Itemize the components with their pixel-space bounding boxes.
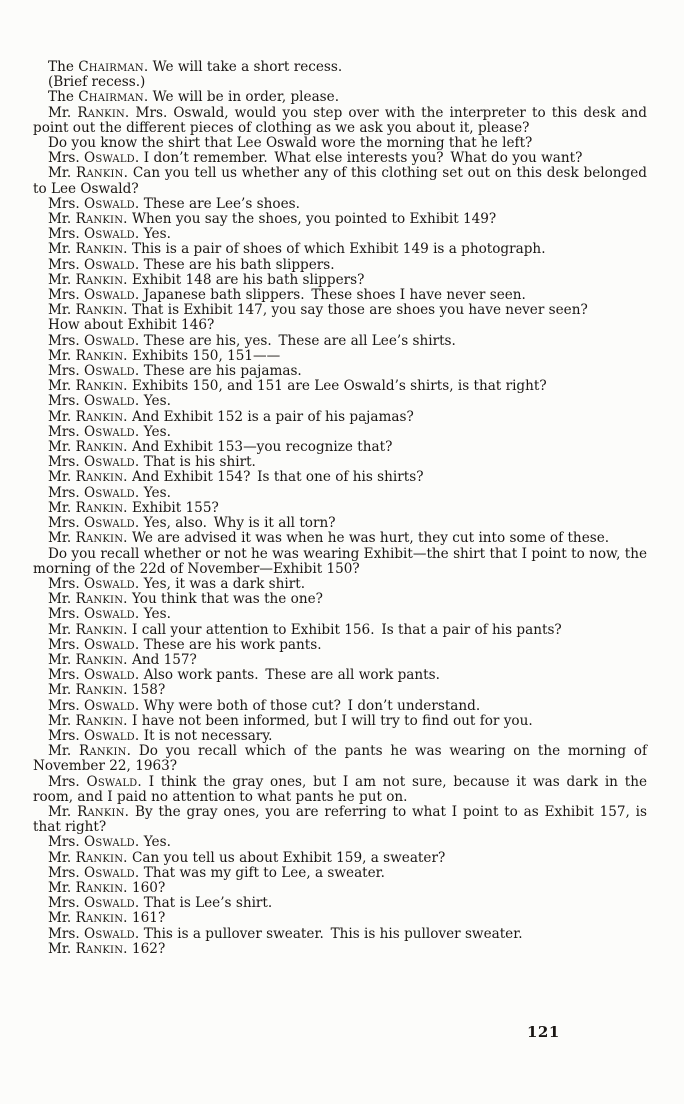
text-run: (Brief recess.) [48,74,146,91]
speaker-name: Oswald. [84,332,140,349]
text-run: Mrs. [48,256,85,273]
text-run: Mrs. [48,697,85,714]
transcript-paragraph [33,744,647,774]
text-run: Mr. [48,743,79,760]
transcript-paragraph [33,288,647,303]
text-run: Mr. [48,241,76,258]
speaker-name: Rankin. [75,712,128,729]
text-run: Mrs. [48,667,85,684]
text-run: Mr. [48,651,76,668]
transcript-paragraph [33,942,647,957]
text-run: And 157? [127,651,197,668]
speaker-name: Rankin. [75,211,128,228]
text-run: Can you tell us whether any of this clothing set out on this desk belonged to Lee Oswald? [33,165,647,197]
speaker-name: Rankin. [75,591,128,608]
speaker-name: Oswald. [84,287,140,304]
speaker-name: Oswald. [84,925,140,942]
speaker-name: Oswald. [84,697,140,714]
transcript-paragraph [33,577,647,592]
speaker-name: Rankin. [75,879,128,896]
text-run: Mr. [48,302,76,319]
speaker-name: Oswald. [84,423,140,440]
transcript-paragraph [33,318,647,333]
text-run: That is Lee’s shirt. [139,895,273,912]
transcript-paragraph [33,714,647,729]
transcript-paragraph [33,258,647,273]
speaker-name: Oswald. [84,150,140,167]
speaker-name: Rankin. [75,347,128,364]
text-run: Mr. [48,378,76,395]
text-run: Mrs. [48,864,85,881]
text-run: Also work pants. These are all work pants. [139,667,440,684]
speaker-name: Rankin. [75,241,128,258]
transcript-paragraph [33,653,647,668]
speaker-name: Rankin. [79,743,132,760]
text-run: Exhibit 155? [127,499,219,516]
text-run: Mr. [48,940,76,957]
transcript-paragraph [33,227,647,242]
text-run: Mr. [48,408,76,425]
transcript-paragraph [33,638,647,653]
transcript-paragraph [33,668,647,683]
text-run: You think that was the one? [127,591,323,608]
transcript-paragraph [33,440,647,455]
transcript-paragraph [33,151,647,166]
transcript-paragraph [33,212,647,227]
speaker-name: Oswald. [84,667,140,684]
transcript-paragraph [33,592,647,607]
text-run: How about Exhibit 146? [48,317,215,334]
text-run: Mr. [48,712,76,729]
speaker-name: Rankin. [75,621,128,638]
text-run: Yes, it was a dark shirt. [139,575,306,592]
text-run: Mr. [48,271,76,288]
text-run: 161? [127,910,166,927]
text-run: These are Lee’s shoes. [139,195,300,212]
transcript-paragraph [33,516,647,531]
speaker-name: Oswald. [84,727,140,744]
text-run: 162? [127,940,166,957]
speaker-name: Rankin. [75,439,128,456]
speaker-name: Rankin. [77,104,130,121]
text-run: When you say the shoes, you pointed to Exhibit 149? [127,211,497,228]
text-run: Mrs. [48,226,85,243]
text-run: We will take a short recess. [148,59,343,75]
speaker-name: Rankin. [75,408,128,425]
speaker-name: Rankin. [77,803,130,820]
text-run: Yes. [139,226,171,243]
text-run: Mrs. Oswald, would you step over with the interpreter to this desk and point out the different pieces of clothing as we ask you about it, please? [33,104,647,136]
text-run: Mrs. [48,454,85,471]
page-number: 121 [527,1023,560,1041]
text-run: This is a pair of shoes of which Exhibit 149 is a photograph. [127,241,546,258]
text-run: Mr. [48,347,76,364]
transcript-paragraph [33,881,647,896]
text-run: Japanese bath slippers. These shoes I have never seen. [139,287,526,304]
transcript-paragraph [33,425,647,440]
text-run: Mr. [48,530,76,547]
speaker-name: Chairman. [78,89,149,106]
text-run: Mr. [48,104,78,121]
speaker-name: Oswald. [84,575,140,592]
transcript-paragraph [33,851,647,866]
text-run: It is not necessary. [139,727,273,744]
text-run: This is a pullover sweater. This is his pullover sweater. [139,925,523,942]
speaker-name: Rankin. [75,940,128,957]
speaker-name: Rankin. [75,499,128,516]
speaker-name: Oswald. [84,864,140,881]
transcript-body [33,60,647,957]
text-run: Why were both of those cut? I don’t understand. [139,697,481,714]
text-run: These are his, yes. These are all Lee’s shirts. [139,332,456,349]
text-run: Mrs. [48,773,87,790]
text-run: Mrs. [48,895,85,912]
text-run: Mrs. [48,834,85,851]
transcript-paragraph [33,470,647,485]
transcript-paragraph [33,927,647,942]
speaker-name: Oswald. [84,363,140,380]
transcript-paragraph [33,106,647,136]
text-run: I think the gray ones, but I am not sure, because it was dark in the room, and I paid no attention to what pants he put on. [33,773,647,805]
speaker-name: Oswald. [84,226,140,243]
text-run: Yes. [139,423,171,440]
speaker-name: Rankin. [75,682,128,699]
text-run: Mrs. [48,363,85,380]
text-run: And Exhibit 152 is a pair of his pajamas? [127,408,414,425]
text-run: The [48,59,79,75]
speaker-name: Oswald. [84,834,140,851]
transcript-paragraph [33,303,647,318]
text-run: Mrs. [48,484,85,501]
text-run: Mr. [48,682,76,699]
speaker-name: Rankin. [75,271,128,288]
text-run: Mr. [48,879,76,896]
speaker-name: Oswald. [84,895,140,912]
transcript-paragraph [33,911,647,926]
text-run: Mrs. [48,423,85,440]
transcript-paragraph [33,699,647,714]
transcript-paragraph [33,166,647,196]
transcript-paragraph [33,364,647,379]
text-run: Mr. [48,849,76,866]
speaker-name: Rankin. [75,469,128,486]
speaker-name: Oswald. [84,606,140,623]
text-run: These are his pajamas. [139,363,302,380]
text-run: Do you know the shirt that Lee Oswald wore the morning that he left? [48,135,533,152]
text-run: Yes. [139,834,171,851]
text-run: Mr. [48,469,76,486]
text-run: We are advised it was when he was hurt, they cut into some of these. [127,530,610,547]
transcript-paragraph [33,242,647,257]
text-run: And Exhibit 154? Is that one of his shirts? [127,469,424,486]
speaker-name: Rankin. [76,165,129,182]
text-run: Mrs. [48,287,85,304]
speaker-name: Rankin. [75,910,128,927]
transcript-paragraph [33,775,647,805]
speaker-name: Oswald. [84,195,140,212]
transcript-paragraph [33,90,647,105]
transcript-paragraph [33,273,647,288]
text-run: Yes. [139,606,171,623]
speaker-name: Oswald. [84,393,140,410]
speaker-name: Rankin. [75,378,128,395]
transcript-paragraph [33,136,647,151]
text-run: Mrs. [48,606,85,623]
text-run: Yes. [139,484,171,501]
speaker-name: Oswald. [86,773,142,790]
text-run: Do you recall whether or not he was wearing Exhibit—the shirt that I point to now, the morning of the 22d of November—Exhibit 150? [33,545,647,577]
transcript-paragraph [33,896,647,911]
text-run: Exhibits 150, 151—— [127,347,281,364]
text-run: Do you recall which of the pants he was wearing on the morning of November 22, 1963? [33,743,647,775]
text-run: Yes, also. Why is it all torn? [139,515,336,532]
transcript-paragraph [33,547,647,577]
transcript-paragraph [33,683,647,698]
text-run: We will be in order, please. [148,89,340,106]
speaker-name: Oswald. [84,636,140,653]
transcript-paragraph [33,334,647,349]
text-run: Can you tell us about Exhibit 159, a sweater? [127,849,446,866]
transcript-paragraph [33,623,647,638]
text-run: That is his shirt. [139,454,256,471]
text-run: Exhibit 148 are his bath slippers? [127,271,365,288]
text-run: Mrs. [48,515,85,532]
speaker-name: Oswald. [84,484,140,501]
text-run: Mr. [48,591,76,608]
transcript-paragraph [33,866,647,881]
speaker-name: Oswald. [84,454,140,471]
transcript-paragraph [33,607,647,622]
text-run: Mr. [48,165,77,182]
transcript-paragraph [33,486,647,501]
transcript-paragraph [33,805,647,835]
transcript-paragraph [33,197,647,212]
text-run: The [48,89,79,106]
transcript-paragraph [33,410,647,425]
text-run: Mrs. [48,150,85,167]
text-run: Mrs. [48,575,85,592]
transcript-paragraph [33,394,647,409]
speaker-name: Rankin. [75,530,128,547]
speaker-name: Rankin. [75,302,128,319]
text-run: That was my gift to Lee, a sweater. [139,864,386,881]
transcript-paragraph [33,835,647,850]
text-run: Mr. [48,439,76,456]
text-run: And Exhibit 153—you recognize that? [127,439,393,456]
text-run: Mrs. [48,925,85,942]
text-run: Mr. [48,499,76,516]
transcript-paragraph [33,455,647,470]
text-run: By the gray ones, you are referring to what I point to as Exhibit 157, is that right? [33,803,647,836]
text-run: Yes. [139,393,171,410]
text-run: Mr. [48,803,78,820]
text-run: 158? [127,682,166,699]
transcript-paragraph [33,75,647,90]
text-run: Mrs. [48,727,85,744]
text-run: I have not been informed, but I will try to find out for you. [127,712,533,729]
transcript-paragraph [33,501,647,516]
transcript-paragraph [33,349,647,364]
text-run: These are his work pants. [139,636,322,653]
text-run: I don’t remember. What else interests you? What do you want? [139,150,583,167]
transcript-paragraph [33,379,647,394]
text-run: Mrs. [48,636,85,653]
text-run: 160? [127,879,166,896]
speaker-name: Rankin. [75,651,128,668]
transcript-paragraph [33,60,647,75]
text-run: Mrs. [48,393,85,410]
text-run: Mr. [48,211,76,228]
text-run: Mr. [48,910,76,927]
text-run: That is Exhibit 147, you say those are shoes you have never seen? [127,302,588,319]
speaker-name: Rankin. [75,849,128,866]
text-run: Mrs. [48,332,85,349]
speaker-name: Chairman. [78,59,149,75]
speaker-name: Oswald. [84,256,140,273]
text-run: I call your attention to Exhibit 156. Is that a pair of his pants? [127,621,562,638]
speaker-name: Oswald. [84,515,140,532]
transcript-paragraph [33,531,647,546]
text-run: Exhibits 150, and 151 are Lee Oswald’s shirts, is that right? [127,378,547,395]
transcript-paragraph [33,729,647,744]
text-run: These are his bath slippers. [139,256,335,273]
text-run: Mrs. [48,195,85,212]
text-run: Mr. [48,621,76,638]
